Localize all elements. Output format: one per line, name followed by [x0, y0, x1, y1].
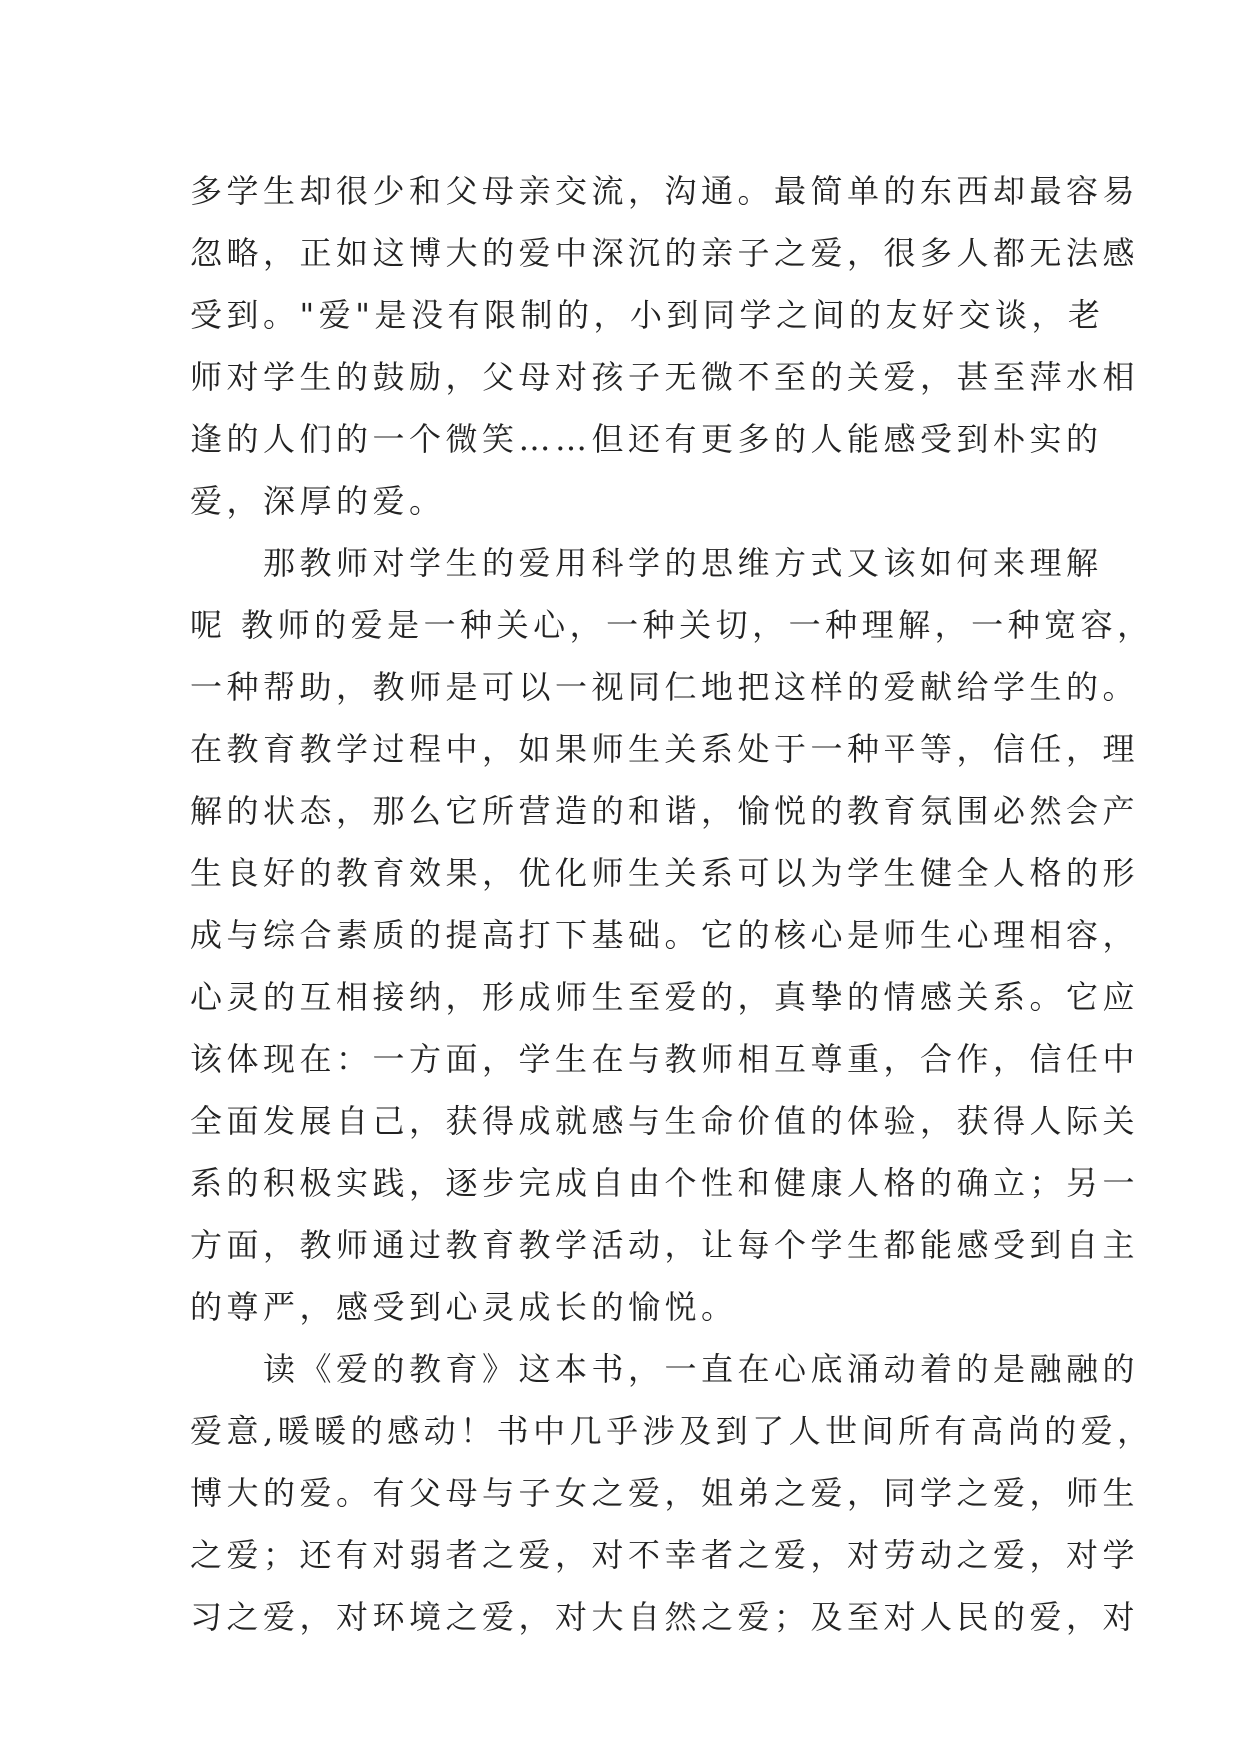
text-line: 解的状态，那么它所营造的和谐，愉悦的教育氛围必然会产: [190, 792, 1140, 830]
text-line: 博大的爱。有父母与子女之爱，姐弟之爱，同学之爱，师生: [190, 1474, 1140, 1512]
text-line: 系的积极实践，逐步完成自由个性和健康人格的确立；另一: [190, 1164, 1140, 1202]
body-text: [190, 160, 1154, 1648]
text-line: 忽略，正如这博大的爱中深沉的亲子之爱，很多人都无法感: [190, 234, 1140, 272]
text-line: 全面发展自己，获得成就感与生命价值的体验，获得人际关: [190, 1102, 1140, 1140]
text-line: 读《爱的教育》这本书，一直在心底涌动着的是融融的: [190, 1350, 1140, 1388]
text-line: 心灵的互相接纳，形成师生至爱的，真挚的情感关系。它应: [190, 978, 1140, 1016]
text-line: 该体现在：一方面，学生在与教师相互尊重，合作，信任中: [190, 1040, 1140, 1078]
text-line: 那教师对学生的爱用科学的思维方式又该如何来理解: [190, 544, 1103, 582]
text-line: 一种帮助，教师是可以一视同仁地把这样的爱献给学生的。: [190, 668, 1140, 706]
text-line: 在教育教学过程中，如果师生关系处于一种平等，信任，理: [190, 730, 1140, 768]
text-line: 逢的人们的一个微笑……但还有更多的人能感受到朴实的: [190, 420, 1103, 458]
text-line: 爱，深厚的爱。: [190, 482, 446, 520]
text-line: 之爱；还有对弱者之爱，对不幸者之爱，对劳动之爱，对学: [190, 1536, 1140, 1574]
text-line: 呢 教师的爱是一种关心，一种关切，一种理解，一种宽容，: [190, 606, 1154, 644]
text-line: 生良好的教育效果，优化师生关系可以为学生健全人格的形: [190, 854, 1140, 892]
text-line: 习之爱，对环境之爱，对大自然之爱；及至对人民的爱，对: [190, 1598, 1140, 1636]
text-line: 爱意,暖暖的感动！书中几乎涉及到了人世间所有高尚的爱，: [190, 1412, 1154, 1450]
text-line: 成与综合素质的提高打下基础。它的核心是师生心理相容，: [190, 916, 1140, 954]
text-line: 方面，教师通过教育教学活动，让每个学生都能感受到自主: [190, 1226, 1140, 1264]
text-line: 受到。"爱"是没有限制的，小到同学之间的友好交谈，老: [190, 296, 1105, 334]
text-line: 师对学生的鼓励，父母对孩子无微不至的关爱，甚至萍水相: [190, 358, 1140, 396]
text-line: 的尊严，感受到心灵成长的愉悦。: [190, 1288, 738, 1326]
text-line: 多学生却很少和父母亲交流，沟通。最简单的东西却最容易: [190, 172, 1140, 210]
